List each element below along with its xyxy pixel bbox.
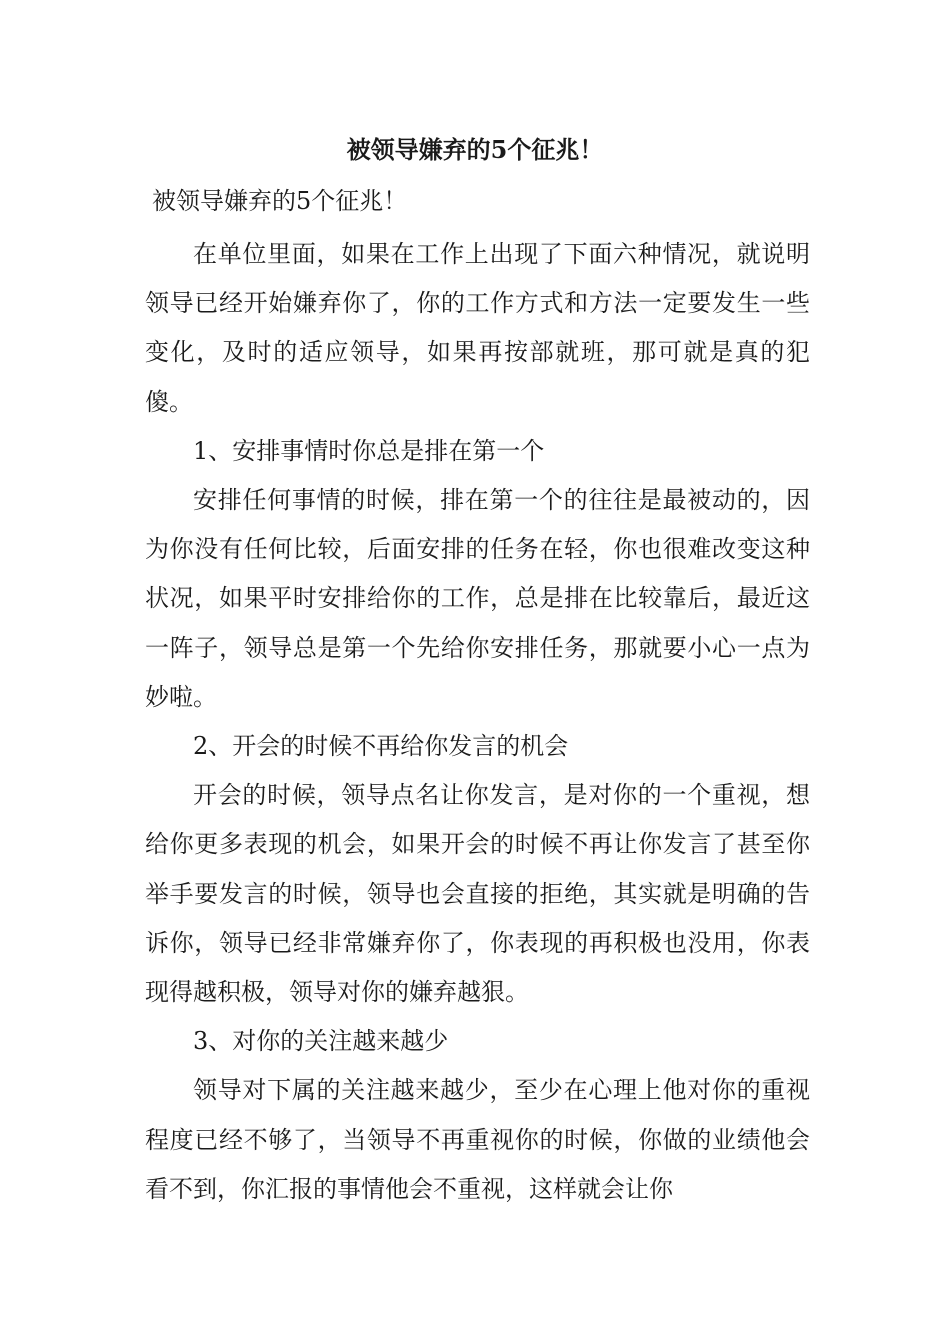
section-paragraph-2: 开会的时候，领导点名让你发言，是对你的一个重视，想给你更多表现的机会，如果开会的时候不再让你发言了甚至你举手要发言的时候，领导也会直接的拒绝，其实就是明确的告诉你，领导已经非常嫌弃你了，你表现的再积极也没用，你表现得越积极，领导对你的嫌弃越狠。 [145, 781, 810, 1007]
section-heading-3: 3、对你的关注越来越少 [193, 1027, 449, 1056]
section-heading-2: 2、开会的时候不再给你发言的机会 [193, 732, 569, 761]
section-paragraph-1: 安排任何事情的时候，排在第一个的往往是最被动的，因为你没有任何比较，后面安排的任务在轻，你也很难改变这种状况，如果平时安排给你的工作，总是排在比较靠后，最近这一阵子，领导总是第一个先给你安排任务，那就要小心一点为妙啦。 [145, 486, 810, 711]
document-subtitle: 被领导嫌弃的5个征兆！ [152, 187, 408, 215]
document-body [145, 230, 810, 1214]
section-heading-1: 1、安排事情时你总是排在第一个 [193, 436, 545, 465]
document-title: 被领导嫌弃的5个征兆！ [346, 135, 604, 164]
intro-paragraph: 在单位里面，如果在工作上出现了下面六种情况，就说明领导已经开始嫌弃你了，你的工作方式和方法一定要发生一些变化，及时的适应领导，如果再按部就班，那可就是真的犯傻。 [145, 240, 810, 416]
section-paragraph-3: 领导对下属的关注越来越少，至少在心理上他对你的重视程度已经不够了，当领导不再重视你的时候，你做的业绩他会看不到，你汇报的事情他会不重视，这样就会让你 [145, 1076, 810, 1203]
